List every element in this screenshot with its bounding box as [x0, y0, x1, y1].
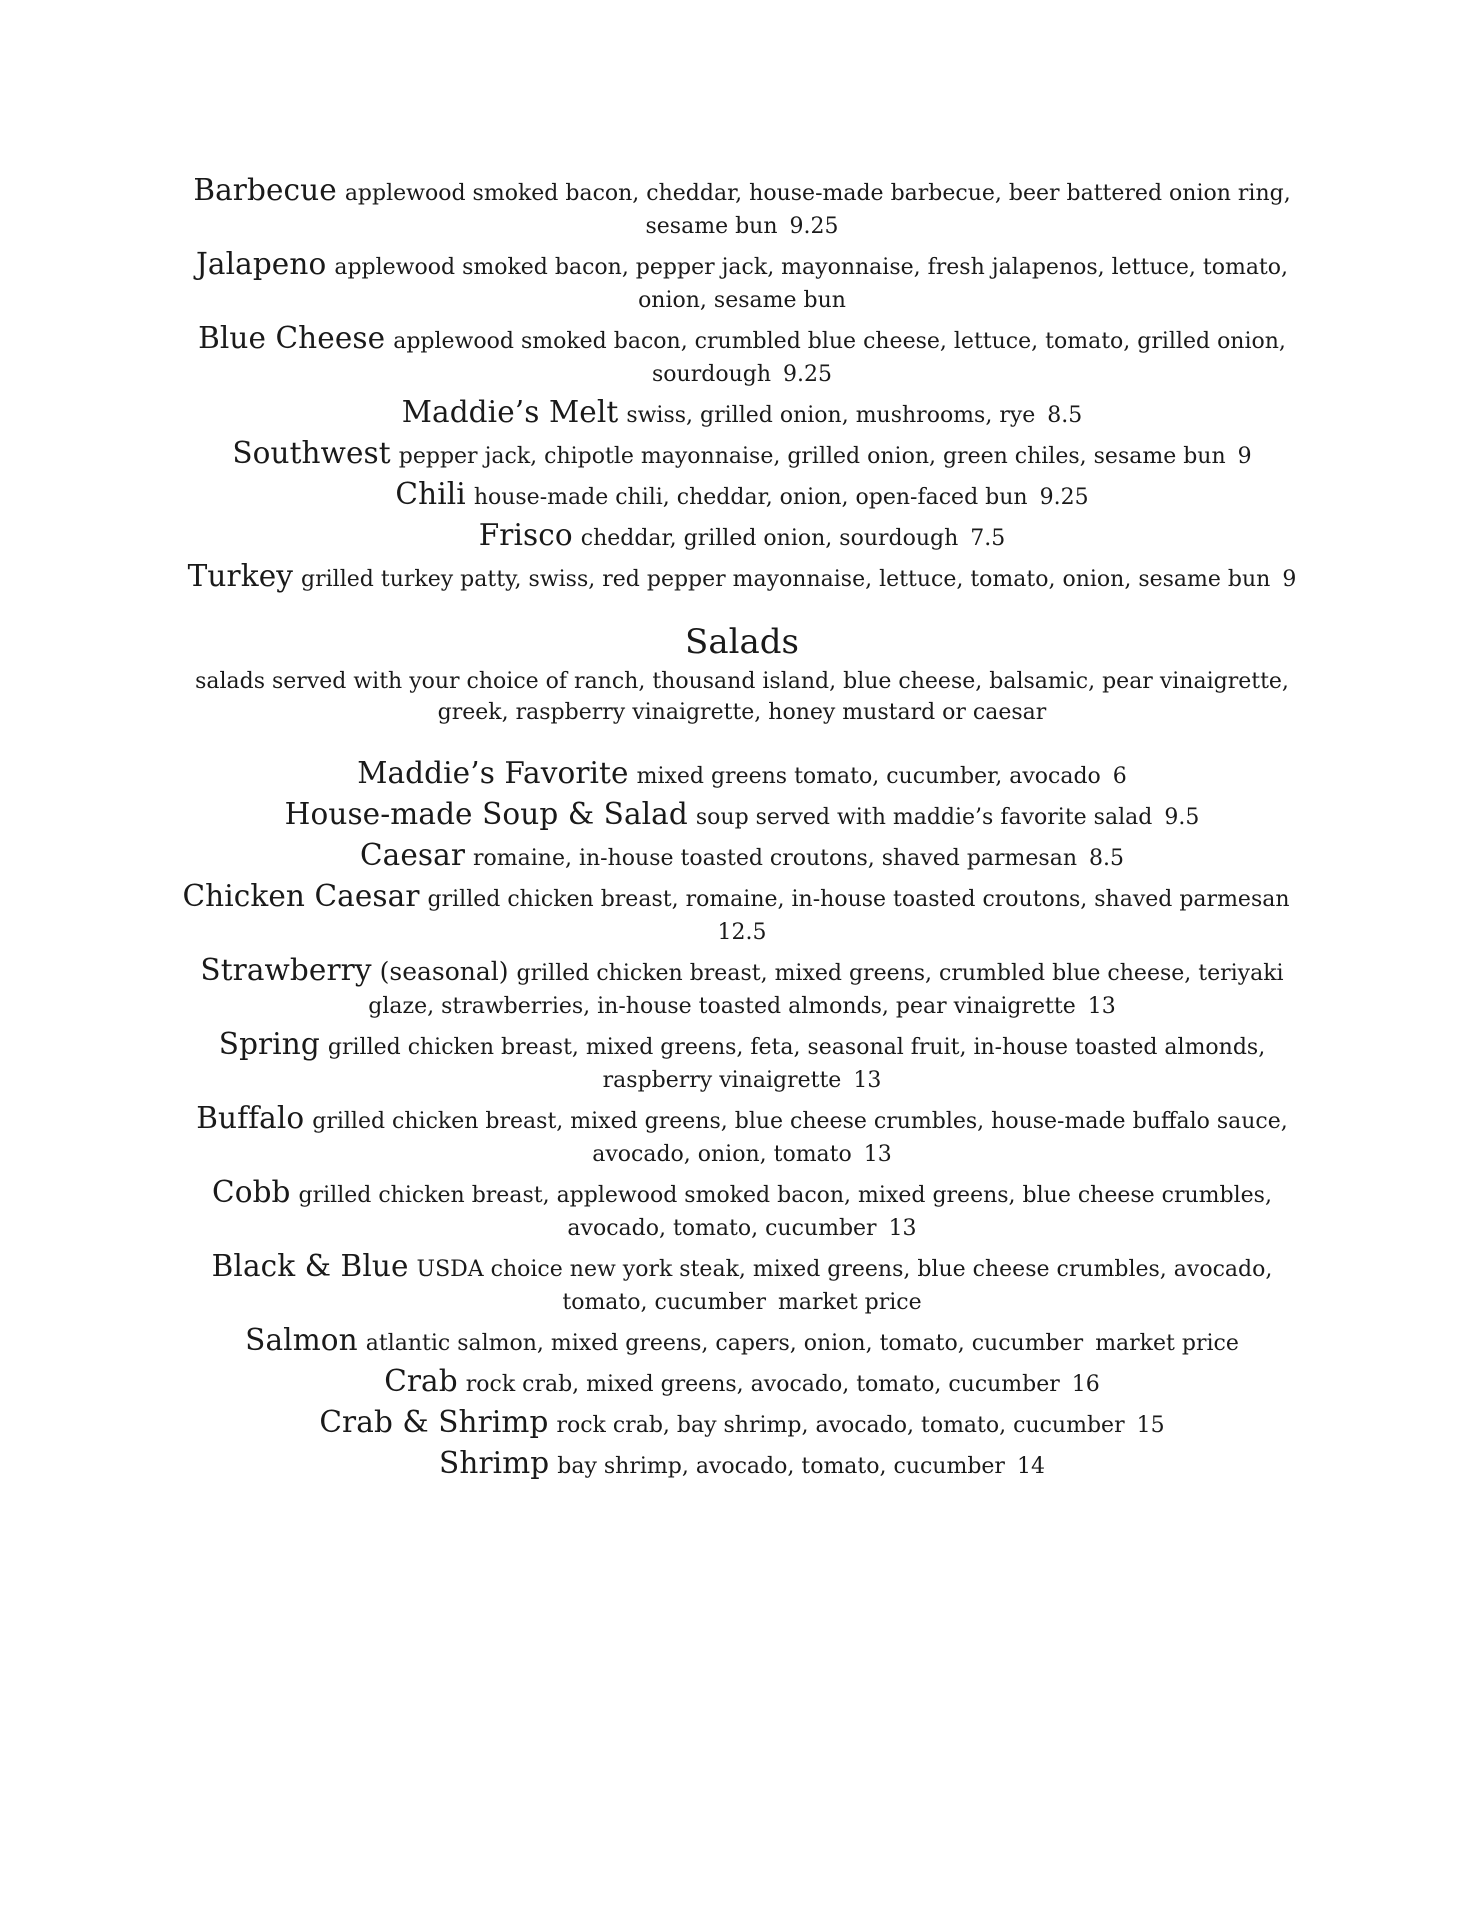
- menu-item: [180, 1028, 1304, 1097]
- item-description: rock crab, mixed greens, avocado, tomato, cucumber: [465, 1372, 1060, 1397]
- item-description: soup served with maddie’s favorite salad: [695, 805, 1153, 830]
- item-description: applewood smoked bacon, pepper jack, mayonnaise, fresh jalapenos, lettuce, tomato, onion, sesame bun: [334, 255, 1289, 313]
- item-description: house-made chili, cheddar, onion, open-faced bun: [473, 485, 1028, 510]
- item-price: 9: [1282, 567, 1297, 592]
- menu-item: [180, 519, 1304, 555]
- item-price: 9.25: [783, 362, 832, 387]
- item-price: 9.5: [1164, 805, 1200, 830]
- item-price: 8.5: [1047, 403, 1083, 428]
- item-description: applewood smoked bacon, crumbled blue cheese, lettuce, tomato, grilled onion, sourdough: [393, 329, 1286, 387]
- item-name: Strawberry: [200, 953, 372, 987]
- item-name: Black & Blue: [211, 1249, 409, 1283]
- item-price: 13: [1087, 994, 1116, 1019]
- menu-item: [180, 1365, 1304, 1401]
- item-name: House-made Soup & Salad: [284, 797, 688, 831]
- salad-list: [180, 757, 1304, 1488]
- item-price: 9: [1237, 444, 1252, 469]
- item-name: Maddie’s Melt: [401, 395, 619, 429]
- item-name: Spring: [218, 1027, 320, 1061]
- item-description: grilled chicken breast, applewood smoked bacon, mixed greens, blue cheese crumbles, avocado, tomato, cucumber: [298, 1183, 1272, 1241]
- item-price: 15: [1136, 1413, 1165, 1438]
- item-price: 6: [1112, 764, 1127, 789]
- item-price: 16: [1071, 1372, 1100, 1397]
- menu-item: [180, 560, 1304, 596]
- item-price: 13: [863, 1142, 892, 1167]
- item-price: 14: [1016, 1454, 1045, 1479]
- menu-item: [180, 396, 1304, 432]
- menu-item: [180, 1176, 1304, 1245]
- item-description: grilled chicken breast, mixed greens, blue cheese crumbles, house-made buffalo sauce, avocado, onion, tomato: [312, 1109, 1288, 1167]
- item-name: Southwest: [232, 436, 391, 470]
- salads-header: [180, 620, 1304, 728]
- item-description: cheddar, grilled onion, sourdough: [580, 526, 959, 551]
- item-description: romaine, in-house toasted croutons, shaved parmesan: [473, 846, 1077, 871]
- item-price: 13: [888, 1216, 917, 1241]
- item-description: mixed greens tomato, cucumber, avocado: [636, 764, 1101, 789]
- item-price: market price: [777, 1290, 922, 1315]
- menu-item: [180, 1406, 1304, 1442]
- item-description: applewood smoked bacon, cheddar, house-made barbecue, beer battered onion ring, sesame bun: [344, 181, 1291, 239]
- item-price: 12.5: [717, 920, 767, 945]
- item-name: Crab: [384, 1364, 458, 1398]
- item-qualifier: (seasonal): [379, 957, 509, 986]
- item-name: Salmon: [245, 1323, 358, 1357]
- menu-item: [180, 757, 1304, 793]
- menu-item: [180, 839, 1304, 875]
- item-name: Caesar: [359, 838, 466, 872]
- menu-item: [180, 1324, 1304, 1360]
- menu-item: [180, 1447, 1304, 1483]
- menu-item: [180, 478, 1304, 514]
- item-price: 9.25: [1039, 485, 1089, 510]
- item-price: 13: [853, 1068, 882, 1093]
- item-name: Turkey: [187, 559, 294, 593]
- item-description: grilled chicken breast, romaine, in-house toasted croutons, shaved parmesan: [427, 887, 1290, 912]
- item-name: Cobb: [212, 1175, 291, 1209]
- menu-item: [180, 174, 1304, 243]
- item-name: Frisco: [478, 518, 573, 552]
- item-name: Maddie’s Favorite: [357, 756, 629, 790]
- item-price: 8.5: [1089, 846, 1124, 871]
- item-name: Chicken Caesar: [182, 879, 420, 913]
- item-description: grilled chicken breast, mixed greens, crumbled blue cheese, teriyaki glaze, strawberries, in-house toasted almonds, pear vinaigrette: [368, 961, 1284, 1019]
- item-name: Jalapeno: [195, 247, 327, 281]
- item-description: swiss, grilled onion, mushrooms, rye: [626, 403, 1036, 428]
- item-description: atlantic salmon, mixed greens, capers, onion, tomato, cucumber: [365, 1331, 1084, 1356]
- item-description: grilled turkey patty, swiss, red pepper mayonnaise, lettuce, tomato, onion, sesame bun: [301, 567, 1271, 592]
- menu-item: [180, 1102, 1304, 1171]
- item-name: Blue Cheese: [198, 321, 386, 355]
- menu-item: [180, 1250, 1304, 1319]
- item-name: Shrimp: [439, 1446, 550, 1480]
- menu-item: [180, 437, 1304, 473]
- section-title: Salads: [685, 622, 799, 662]
- menu-item: [180, 798, 1304, 834]
- menu-item: [180, 880, 1304, 949]
- item-description: USDA choice new york steak, mixed greens, blue cheese crumbles, avocado, tomato, cucumber: [416, 1257, 1273, 1315]
- menu-item: [180, 248, 1304, 317]
- item-price: market price: [1095, 1331, 1239, 1356]
- item-price: 7.5: [970, 526, 1006, 551]
- item-description: pepper jack, chipotle mayonnaise, grilled onion, green chiles, sesame bun: [398, 444, 1226, 469]
- item-name: Chili: [395, 477, 466, 511]
- item-name: Crab & Shrimp: [319, 1405, 549, 1439]
- burger-list: [180, 174, 1304, 601]
- menu-item: [180, 954, 1304, 1023]
- item-description: bay shrimp, avocado, tomato, cucumber: [557, 1454, 1005, 1479]
- item-name: Barbecue: [193, 173, 337, 207]
- menu-item: [180, 322, 1304, 391]
- item-name: Buffalo: [196, 1101, 305, 1135]
- dressing-note: salads served with your choice of ranch, thousand island, blue cheese, balsamic, pear vinaigrette, greek, raspberry vinaigrette, honey mustard or caesar: [195, 669, 1289, 725]
- item-description: grilled chicken breast, mixed greens, feta, seasonal fruit, in-house toasted almonds, raspberry vinaigrette: [327, 1035, 1266, 1093]
- item-description: rock crab, bay shrimp, avocado, tomato, cucumber: [556, 1413, 1125, 1438]
- item-price: 9.25: [789, 214, 839, 239]
